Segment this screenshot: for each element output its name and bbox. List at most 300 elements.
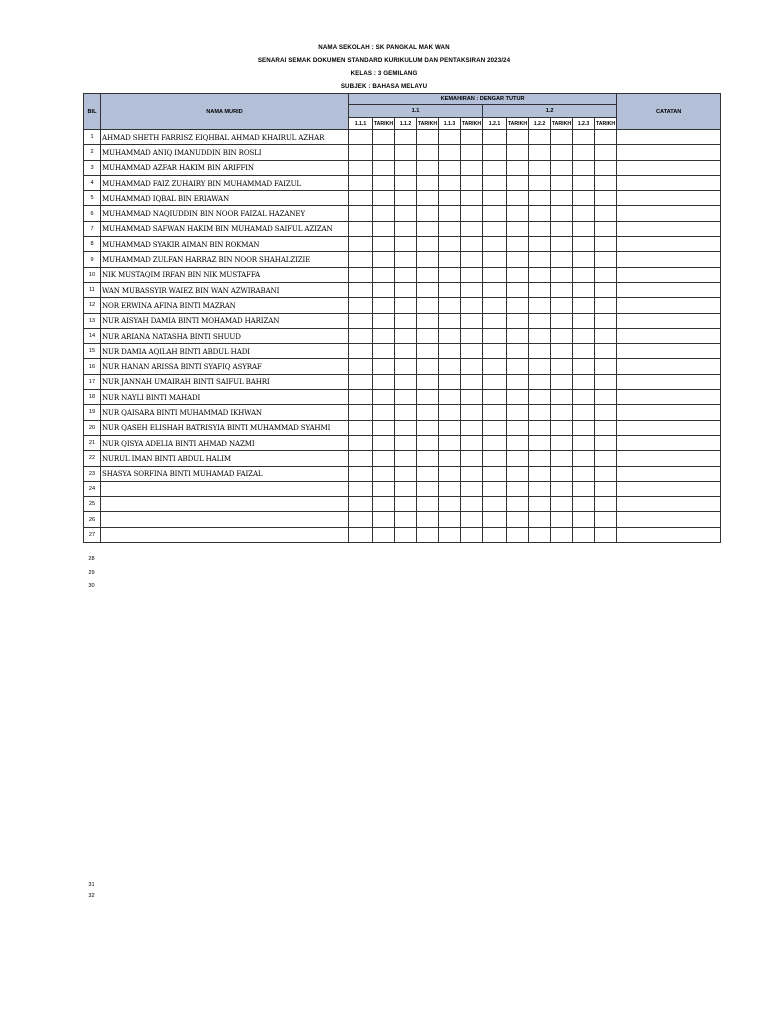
notes-cell[interactable] xyxy=(617,359,721,374)
check-cell[interactable] xyxy=(595,130,617,145)
check-cell[interactable] xyxy=(483,191,507,206)
check-cell[interactable] xyxy=(439,328,461,343)
check-cell[interactable] xyxy=(373,191,395,206)
check-cell[interactable] xyxy=(417,374,439,389)
notes-cell[interactable] xyxy=(617,298,721,313)
check-cell[interactable] xyxy=(595,420,617,435)
check-cell[interactable] xyxy=(395,191,417,206)
check-cell[interactable] xyxy=(595,512,617,527)
check-cell[interactable] xyxy=(551,237,573,252)
check-cell[interactable] xyxy=(373,359,395,374)
check-cell[interactable] xyxy=(529,344,551,359)
check-cell[interactable] xyxy=(507,344,529,359)
check-cell[interactable] xyxy=(573,298,595,313)
check-cell[interactable] xyxy=(349,359,373,374)
check-cell[interactable] xyxy=(395,512,417,527)
check-cell[interactable] xyxy=(373,527,395,542)
check-cell[interactable] xyxy=(417,298,439,313)
check-cell[interactable] xyxy=(461,512,483,527)
check-cell[interactable] xyxy=(417,435,439,450)
check-cell[interactable] xyxy=(573,237,595,252)
check-cell[interactable] xyxy=(395,206,417,221)
check-cell[interactable] xyxy=(483,451,507,466)
check-cell[interactable] xyxy=(507,497,529,512)
check-cell[interactable] xyxy=(373,145,395,160)
check-cell[interactable] xyxy=(551,527,573,542)
check-cell[interactable] xyxy=(573,267,595,282)
check-cell[interactable] xyxy=(483,175,507,190)
check-cell[interactable] xyxy=(373,374,395,389)
check-cell[interactable] xyxy=(507,359,529,374)
check-cell[interactable] xyxy=(417,130,439,145)
notes-cell[interactable] xyxy=(617,130,721,145)
check-cell[interactable] xyxy=(507,298,529,313)
check-cell[interactable] xyxy=(483,160,507,175)
check-cell[interactable] xyxy=(551,405,573,420)
check-cell[interactable] xyxy=(595,175,617,190)
check-cell[interactable] xyxy=(573,527,595,542)
check-cell[interactable] xyxy=(573,405,595,420)
check-cell[interactable] xyxy=(395,221,417,236)
student-name[interactable] xyxy=(101,527,349,542)
check-cell[interactable] xyxy=(461,405,483,420)
notes-cell[interactable] xyxy=(617,527,721,542)
student-name[interactable]: MUHAMMAD AZFAR HAKIM BIN ARIFFIN xyxy=(101,160,349,175)
check-cell[interactable] xyxy=(507,313,529,328)
check-cell[interactable] xyxy=(439,390,461,405)
check-cell[interactable] xyxy=(439,298,461,313)
check-cell[interactable] xyxy=(395,435,417,450)
check-cell[interactable] xyxy=(529,237,551,252)
check-cell[interactable] xyxy=(483,206,507,221)
check-cell[interactable] xyxy=(349,313,373,328)
check-cell[interactable] xyxy=(551,466,573,481)
check-cell[interactable] xyxy=(417,191,439,206)
notes-cell[interactable] xyxy=(617,420,721,435)
notes-cell[interactable] xyxy=(617,237,721,252)
student-name[interactable]: MUHAMMAD SAFWAN HAKIM BIN MUHAMAD SAIFUL AZIZAN xyxy=(101,221,349,236)
check-cell[interactable] xyxy=(573,359,595,374)
check-cell[interactable] xyxy=(349,282,373,297)
check-cell[interactable] xyxy=(529,435,551,450)
check-cell[interactable] xyxy=(529,328,551,343)
check-cell[interactable] xyxy=(395,313,417,328)
check-cell[interactable] xyxy=(439,481,461,496)
check-cell[interactable] xyxy=(417,221,439,236)
check-cell[interactable] xyxy=(595,466,617,481)
check-cell[interactable] xyxy=(595,206,617,221)
check-cell[interactable] xyxy=(483,282,507,297)
check-cell[interactable] xyxy=(461,328,483,343)
check-cell[interactable] xyxy=(373,420,395,435)
notes-cell[interactable] xyxy=(617,466,721,481)
check-cell[interactable] xyxy=(483,481,507,496)
check-cell[interactable] xyxy=(461,206,483,221)
student-name[interactable]: MUHAMMAD IQBAL BIN ERIAWAN xyxy=(101,191,349,206)
check-cell[interactable] xyxy=(439,405,461,420)
check-cell[interactable] xyxy=(551,191,573,206)
check-cell[interactable] xyxy=(595,390,617,405)
check-cell[interactable] xyxy=(595,313,617,328)
check-cell[interactable] xyxy=(483,390,507,405)
check-cell[interactable] xyxy=(507,390,529,405)
student-name[interactable]: NURUL IMAN BINTI ABDUL HALIM xyxy=(101,451,349,466)
check-cell[interactable] xyxy=(349,298,373,313)
check-cell[interactable] xyxy=(395,497,417,512)
check-cell[interactable] xyxy=(551,175,573,190)
student-name[interactable]: NUR QAISARA BINTI MUHAMMAD IKHWAN xyxy=(101,405,349,420)
check-cell[interactable] xyxy=(439,130,461,145)
check-cell[interactable] xyxy=(349,221,373,236)
check-cell[interactable] xyxy=(439,420,461,435)
check-cell[interactable] xyxy=(417,282,439,297)
notes-cell[interactable] xyxy=(617,481,721,496)
check-cell[interactable] xyxy=(417,512,439,527)
notes-cell[interactable] xyxy=(617,282,721,297)
check-cell[interactable] xyxy=(395,344,417,359)
check-cell[interactable] xyxy=(551,160,573,175)
check-cell[interactable] xyxy=(551,451,573,466)
check-cell[interactable] xyxy=(395,237,417,252)
check-cell[interactable] xyxy=(461,435,483,450)
check-cell[interactable] xyxy=(439,344,461,359)
check-cell[interactable] xyxy=(507,328,529,343)
check-cell[interactable] xyxy=(395,145,417,160)
check-cell[interactable] xyxy=(349,527,373,542)
check-cell[interactable] xyxy=(373,160,395,175)
check-cell[interactable] xyxy=(461,130,483,145)
check-cell[interactable] xyxy=(373,390,395,405)
check-cell[interactable] xyxy=(373,221,395,236)
check-cell[interactable] xyxy=(507,191,529,206)
check-cell[interactable] xyxy=(573,435,595,450)
notes-cell[interactable] xyxy=(617,191,721,206)
check-cell[interactable] xyxy=(595,267,617,282)
check-cell[interactable] xyxy=(461,359,483,374)
check-cell[interactable] xyxy=(373,298,395,313)
check-cell[interactable] xyxy=(373,175,395,190)
check-cell[interactable] xyxy=(439,466,461,481)
check-cell[interactable] xyxy=(349,481,373,496)
student-name[interactable]: NUR HANAN ARISSA BINTI SYAFIQ ASYRAF xyxy=(101,359,349,374)
check-cell[interactable] xyxy=(349,374,373,389)
check-cell[interactable] xyxy=(595,298,617,313)
check-cell[interactable] xyxy=(417,390,439,405)
notes-cell[interactable] xyxy=(617,206,721,221)
student-name[interactable]: MUHAMMAD FAIZ ZUHAIRY BIN MUHAMMAD FAIZUL xyxy=(101,175,349,190)
student-name[interactable]: NUR ARIANA NATASHA BINTI SHUUD xyxy=(101,328,349,343)
check-cell[interactable] xyxy=(395,481,417,496)
check-cell[interactable] xyxy=(551,497,573,512)
check-cell[interactable] xyxy=(461,221,483,236)
check-cell[interactable] xyxy=(507,130,529,145)
notes-cell[interactable] xyxy=(617,267,721,282)
check-cell[interactable] xyxy=(349,267,373,282)
check-cell[interactable] xyxy=(439,175,461,190)
check-cell[interactable] xyxy=(395,420,417,435)
check-cell[interactable] xyxy=(395,466,417,481)
check-cell[interactable] xyxy=(551,344,573,359)
check-cell[interactable] xyxy=(395,405,417,420)
check-cell[interactable] xyxy=(373,497,395,512)
check-cell[interactable] xyxy=(439,359,461,374)
check-cell[interactable] xyxy=(573,160,595,175)
check-cell[interactable] xyxy=(483,298,507,313)
check-cell[interactable] xyxy=(483,267,507,282)
check-cell[interactable] xyxy=(529,451,551,466)
check-cell[interactable] xyxy=(349,191,373,206)
check-cell[interactable] xyxy=(349,145,373,160)
check-cell[interactable] xyxy=(483,237,507,252)
check-cell[interactable] xyxy=(507,160,529,175)
check-cell[interactable] xyxy=(439,497,461,512)
check-cell[interactable] xyxy=(483,435,507,450)
check-cell[interactable] xyxy=(349,390,373,405)
check-cell[interactable] xyxy=(483,420,507,435)
check-cell[interactable] xyxy=(373,512,395,527)
check-cell[interactable] xyxy=(395,359,417,374)
check-cell[interactable] xyxy=(595,221,617,236)
check-cell[interactable] xyxy=(529,130,551,145)
check-cell[interactable] xyxy=(417,527,439,542)
notes-cell[interactable] xyxy=(617,344,721,359)
check-cell[interactable] xyxy=(507,527,529,542)
check-cell[interactable] xyxy=(595,282,617,297)
check-cell[interactable] xyxy=(461,298,483,313)
check-cell[interactable] xyxy=(573,344,595,359)
check-cell[interactable] xyxy=(417,267,439,282)
student-name[interactable]: NUR AISYAH DAMIA BINTI MOHAMAD HARIZAN xyxy=(101,313,349,328)
check-cell[interactable] xyxy=(595,344,617,359)
student-name[interactable]: AHMAD SHETH FARRISZ EIQHBAL AHMAD KHAIRUL AZHAR xyxy=(101,130,349,145)
check-cell[interactable] xyxy=(349,160,373,175)
check-cell[interactable] xyxy=(507,451,529,466)
check-cell[interactable] xyxy=(439,221,461,236)
check-cell[interactable] xyxy=(507,206,529,221)
notes-cell[interactable] xyxy=(617,160,721,175)
check-cell[interactable] xyxy=(551,282,573,297)
check-cell[interactable] xyxy=(349,435,373,450)
check-cell[interactable] xyxy=(461,527,483,542)
check-cell[interactable] xyxy=(595,145,617,160)
check-cell[interactable] xyxy=(595,374,617,389)
check-cell[interactable] xyxy=(551,313,573,328)
check-cell[interactable] xyxy=(483,221,507,236)
check-cell[interactable] xyxy=(395,298,417,313)
check-cell[interactable] xyxy=(439,451,461,466)
check-cell[interactable] xyxy=(483,359,507,374)
check-cell[interactable] xyxy=(349,420,373,435)
student-name[interactable]: NOR ERWINA AFINA BINTI MAZRAN xyxy=(101,298,349,313)
check-cell[interactable] xyxy=(507,512,529,527)
check-cell[interactable] xyxy=(373,282,395,297)
check-cell[interactable] xyxy=(349,466,373,481)
check-cell[interactable] xyxy=(461,344,483,359)
check-cell[interactable] xyxy=(595,160,617,175)
check-cell[interactable] xyxy=(373,237,395,252)
check-cell[interactable] xyxy=(573,481,595,496)
check-cell[interactable] xyxy=(595,359,617,374)
check-cell[interactable] xyxy=(573,175,595,190)
check-cell[interactable] xyxy=(373,267,395,282)
check-cell[interactable] xyxy=(439,206,461,221)
check-cell[interactable] xyxy=(417,344,439,359)
check-cell[interactable] xyxy=(529,282,551,297)
check-cell[interactable] xyxy=(373,451,395,466)
check-cell[interactable] xyxy=(417,206,439,221)
check-cell[interactable] xyxy=(595,237,617,252)
check-cell[interactable] xyxy=(461,191,483,206)
check-cell[interactable] xyxy=(551,206,573,221)
check-cell[interactable] xyxy=(529,175,551,190)
check-cell[interactable] xyxy=(417,481,439,496)
check-cell[interactable] xyxy=(461,497,483,512)
check-cell[interactable] xyxy=(439,267,461,282)
check-cell[interactable] xyxy=(507,282,529,297)
check-cell[interactable] xyxy=(439,435,461,450)
check-cell[interactable] xyxy=(529,512,551,527)
student-name[interactable]: MUHAMMAD ANIQ IMANUDDIN BIN ROSLI xyxy=(101,145,349,160)
check-cell[interactable] xyxy=(507,175,529,190)
check-cell[interactable] xyxy=(507,145,529,160)
check-cell[interactable] xyxy=(529,420,551,435)
student-name[interactable]: WAN MUBASSYIR WAIEZ BIN WAN AZWIRABANI xyxy=(101,282,349,297)
check-cell[interactable] xyxy=(417,497,439,512)
check-cell[interactable] xyxy=(551,130,573,145)
student-name[interactable]: SHASYA SORFINA BINTI MUHAMAD FAIZAL xyxy=(101,466,349,481)
check-cell[interactable] xyxy=(551,145,573,160)
check-cell[interactable] xyxy=(573,328,595,343)
check-cell[interactable] xyxy=(373,206,395,221)
student-name[interactable] xyxy=(101,512,349,527)
check-cell[interactable] xyxy=(483,466,507,481)
check-cell[interactable] xyxy=(373,435,395,450)
check-cell[interactable] xyxy=(439,191,461,206)
check-cell[interactable] xyxy=(551,390,573,405)
notes-cell[interactable] xyxy=(617,313,721,328)
check-cell[interactable] xyxy=(573,130,595,145)
student-name[interactable]: MUHAMMAD SYAKIR AIMAN BIN ROKMAN xyxy=(101,237,349,252)
notes-cell[interactable] xyxy=(617,435,721,450)
check-cell[interactable] xyxy=(507,466,529,481)
check-cell[interactable] xyxy=(483,130,507,145)
check-cell[interactable] xyxy=(595,481,617,496)
check-cell[interactable] xyxy=(507,252,529,267)
notes-cell[interactable] xyxy=(617,145,721,160)
check-cell[interactable] xyxy=(507,267,529,282)
check-cell[interactable] xyxy=(395,267,417,282)
check-cell[interactable] xyxy=(439,313,461,328)
check-cell[interactable] xyxy=(349,206,373,221)
check-cell[interactable] xyxy=(595,191,617,206)
check-cell[interactable] xyxy=(349,405,373,420)
student-name[interactable]: NUR QISYA ADELIA BINTI AHMAD NAZMI xyxy=(101,435,349,450)
check-cell[interactable] xyxy=(349,497,373,512)
student-name[interactable]: MUHAMMAD NAQIUDDIN BIN NOOR FAIZAL HAZANEY xyxy=(101,206,349,221)
check-cell[interactable] xyxy=(395,130,417,145)
notes-cell[interactable] xyxy=(617,512,721,527)
check-cell[interactable] xyxy=(349,237,373,252)
check-cell[interactable] xyxy=(573,466,595,481)
check-cell[interactable] xyxy=(595,405,617,420)
check-cell[interactable] xyxy=(529,359,551,374)
notes-cell[interactable] xyxy=(617,451,721,466)
check-cell[interactable] xyxy=(573,252,595,267)
check-cell[interactable] xyxy=(483,344,507,359)
check-cell[interactable] xyxy=(417,313,439,328)
check-cell[interactable] xyxy=(461,313,483,328)
check-cell[interactable] xyxy=(439,145,461,160)
check-cell[interactable] xyxy=(417,420,439,435)
check-cell[interactable] xyxy=(373,466,395,481)
check-cell[interactable] xyxy=(507,374,529,389)
check-cell[interactable] xyxy=(573,191,595,206)
check-cell[interactable] xyxy=(349,344,373,359)
check-cell[interactable] xyxy=(595,435,617,450)
check-cell[interactable] xyxy=(529,206,551,221)
check-cell[interactable] xyxy=(529,527,551,542)
check-cell[interactable] xyxy=(551,359,573,374)
check-cell[interactable] xyxy=(373,344,395,359)
check-cell[interactable] xyxy=(573,206,595,221)
check-cell[interactable] xyxy=(595,497,617,512)
check-cell[interactable] xyxy=(573,374,595,389)
check-cell[interactable] xyxy=(349,175,373,190)
notes-cell[interactable] xyxy=(617,405,721,420)
check-cell[interactable] xyxy=(439,282,461,297)
check-cell[interactable] xyxy=(551,374,573,389)
check-cell[interactable] xyxy=(439,160,461,175)
check-cell[interactable] xyxy=(373,328,395,343)
student-name[interactable] xyxy=(101,497,349,512)
check-cell[interactable] xyxy=(529,313,551,328)
check-cell[interactable] xyxy=(461,481,483,496)
student-name[interactable]: NUR NAYLI BINTI MAHADI xyxy=(101,390,349,405)
check-cell[interactable] xyxy=(439,512,461,527)
check-cell[interactable] xyxy=(529,145,551,160)
check-cell[interactable] xyxy=(439,527,461,542)
check-cell[interactable] xyxy=(373,252,395,267)
check-cell[interactable] xyxy=(417,328,439,343)
student-name[interactable]: NIK MUSTAQIM IRFAN BIN NIK MUSTAFFA xyxy=(101,267,349,282)
check-cell[interactable] xyxy=(507,481,529,496)
check-cell[interactable] xyxy=(573,282,595,297)
check-cell[interactable] xyxy=(551,221,573,236)
notes-cell[interactable] xyxy=(617,221,721,236)
check-cell[interactable] xyxy=(483,497,507,512)
check-cell[interactable] xyxy=(529,267,551,282)
check-cell[interactable] xyxy=(461,451,483,466)
check-cell[interactable] xyxy=(595,252,617,267)
check-cell[interactable] xyxy=(395,451,417,466)
check-cell[interactable] xyxy=(395,252,417,267)
check-cell[interactable] xyxy=(551,298,573,313)
check-cell[interactable] xyxy=(573,390,595,405)
check-cell[interactable] xyxy=(417,237,439,252)
check-cell[interactable] xyxy=(349,328,373,343)
check-cell[interactable] xyxy=(529,191,551,206)
check-cell[interactable] xyxy=(529,252,551,267)
check-cell[interactable] xyxy=(461,237,483,252)
student-name[interactable]: NUR DAMIA AQILAH BINTI ABDUL HADI xyxy=(101,344,349,359)
check-cell[interactable] xyxy=(507,420,529,435)
check-cell[interactable] xyxy=(551,420,573,435)
check-cell[interactable] xyxy=(461,390,483,405)
check-cell[interactable] xyxy=(529,466,551,481)
student-name[interactable]: NUR JANNAH UMAIRAH BINTI SAIFUL BAHRI xyxy=(101,374,349,389)
check-cell[interactable] xyxy=(529,160,551,175)
check-cell[interactable] xyxy=(529,405,551,420)
